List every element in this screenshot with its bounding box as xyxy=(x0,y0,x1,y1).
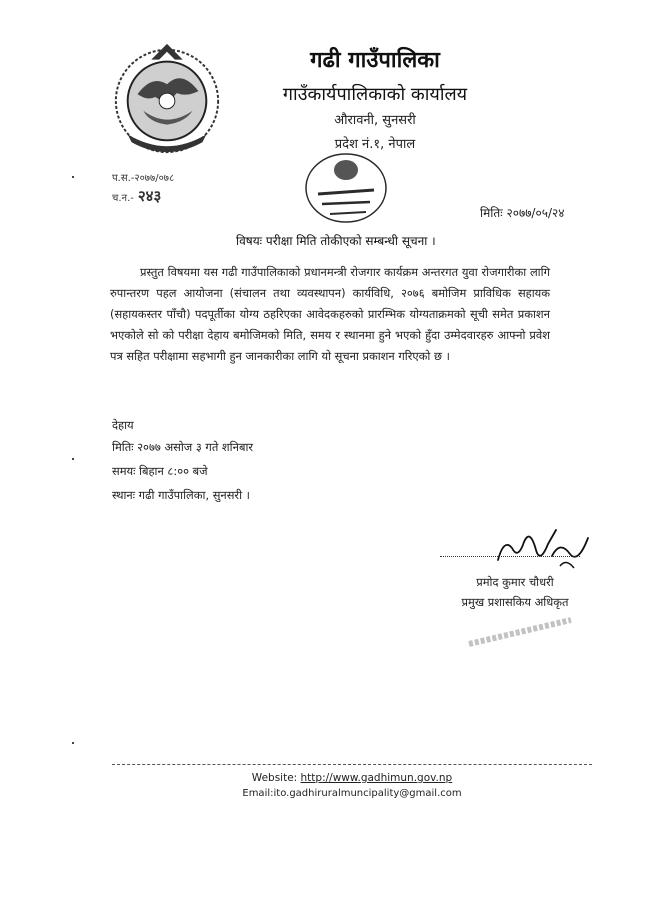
exam-time: समयः बिहान ८:०० बजे xyxy=(112,464,208,478)
signatory-name: प्रमोद कुमार चौधरी xyxy=(476,575,554,589)
exam-date: मितिः २०७७ असोज ३ गते शनिबार xyxy=(112,440,254,454)
designation-stamp-icon xyxy=(465,610,575,650)
signature-icon xyxy=(490,520,600,580)
footer-email xyxy=(112,788,592,799)
website-label: Website: xyxy=(251,772,301,784)
office-address: औरावनी, सुनसरी xyxy=(334,113,416,128)
letter-body: प्रस्तुत विषयमा यस गढी गाउँपालिकाको प्रधानमन्त्री रोजगार कार्यक्रम अन्तरगत युवा रोजगारीका लागि रुपान्तरण पहल आयोजना (संचालन तथा व्यवस्थापन) कार्यविधि, २०७६ बमोजिम प्राविधिक सहायक (सहायकस्तर पाँचौ) पदपूर्तीका योग्य ठहरिएका आवेदकहरुको प्रारम्भिक योग्यताक्रमको सूची समेत प्रकाशन भएकोले सो को परीक्षा देहाय बमोजिमको मिति, समय र स्थानमा हुने भएको हुँदा उम्मेदवारहरु आफ्नो प्रवेश पत्र सहित परीक्षामा सहभागी हुन जानकारीका लागि यो सूचना प्रकाशन गरिएको छ । xyxy=(110,265,550,363)
website-link[interactable]: http://www.gadhimun.gov.np xyxy=(300,772,453,784)
dispatch-label: च.न.- xyxy=(112,193,134,204)
email-label: Email: xyxy=(242,788,274,799)
dispatch-value: २४३ xyxy=(137,187,162,205)
office-province: प्रदेश नं.१, नेपाल xyxy=(334,137,416,152)
email-address[interactable]: ito.gadhiruralmuncipality@gmail.com xyxy=(273,788,462,799)
dispatch-number xyxy=(112,186,161,206)
municipality-title: गढी गाउँपालिका xyxy=(310,48,440,73)
punch-mark xyxy=(72,458,74,460)
letter-subject: विषयः परीक्षा मिति तोकीएको सम्बन्धी सूचना । xyxy=(236,234,436,248)
letter-date: मितिः २०७७/०५/२४ xyxy=(480,206,565,220)
office-name: गाउँकार्यपालिकाको कार्यालय xyxy=(282,84,468,105)
signature-line xyxy=(440,556,580,557)
signatory-title: प्रमुख प्रशासकिय अधिकृत xyxy=(461,595,569,609)
nepal-emblem-icon xyxy=(108,40,226,158)
footer-divider xyxy=(112,764,592,765)
reference-number: प.स.-२०७७/०७८ xyxy=(112,173,175,184)
exam-place: स्थानः गढी गाउँपालिका, सुनसरी । xyxy=(112,488,250,502)
footer-website xyxy=(112,772,592,784)
office-stamp-icon xyxy=(300,148,392,226)
details-heading: देहाय xyxy=(112,418,134,432)
punch-mark xyxy=(72,742,74,744)
punch-mark xyxy=(72,176,74,178)
